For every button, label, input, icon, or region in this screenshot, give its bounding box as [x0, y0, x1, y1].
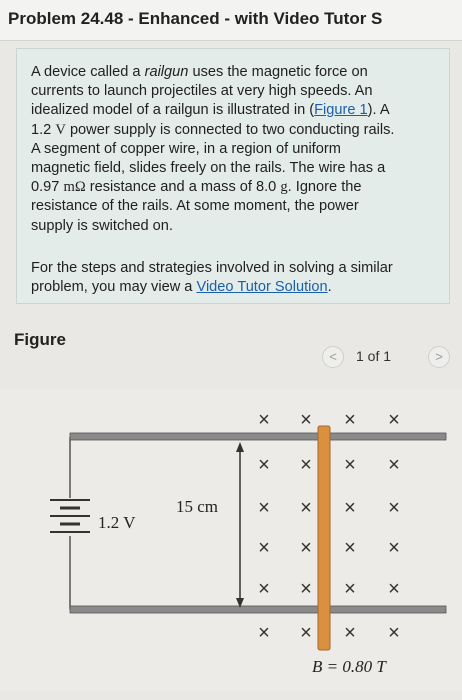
- text-segment: uses the magnetic force on: [188, 64, 368, 80]
- text-line: [31, 259, 431, 278]
- field-mark-icon: ×: [258, 622, 270, 644]
- unit-symbol: mΩ: [63, 179, 86, 196]
- field-mark-icon: ×: [258, 409, 270, 431]
- text-segment: 0.97: [31, 179, 64, 196]
- video-tutor-text: [31, 259, 431, 297]
- text-line: [31, 197, 431, 216]
- field-mark-icon: ×: [344, 454, 356, 476]
- field-mark-icon: ×: [344, 578, 356, 600]
- railgun-figure: [0, 390, 462, 690]
- unit-symbol: V: [55, 121, 66, 138]
- video-tutor-link[interactable]: Video Tutor Solution: [196, 279, 328, 296]
- field-mark-icon: ×: [388, 578, 400, 600]
- field-label: B = 0.80 T: [312, 657, 386, 676]
- text-segment: currents to launch projectiles at very high speeds. An: [31, 83, 373, 100]
- field-mark-icon: ×: [258, 578, 270, 600]
- text-line: [31, 101, 431, 120]
- field-mark-icon: ×: [388, 537, 400, 559]
- text-segment: A segment of copper wire, in a region of uniform: [31, 140, 341, 157]
- copper-wire: [318, 426, 330, 650]
- field-mark-icon: ×: [388, 622, 400, 644]
- text-line: [31, 278, 431, 297]
- prev-figure-button[interactable]: <: [322, 346, 344, 368]
- emphasis-text: railgun: [144, 64, 189, 80]
- text-segment: supply is switched on.: [31, 217, 173, 234]
- field-mark-icon: ×: [258, 497, 270, 519]
- field-mark-icon: ×: [300, 497, 312, 519]
- text-segment: . Ignore the: [287, 179, 362, 196]
- figure-label: Figure: [14, 330, 66, 349]
- field-mark-icon: ×: [300, 578, 312, 600]
- field-mark-icon: ×: [300, 622, 312, 644]
- field-mark-icon: ×: [300, 454, 312, 476]
- text-segment: A device called a: [31, 64, 145, 80]
- bottom-rail: [70, 606, 446, 613]
- unit-symbol: g: [280, 179, 288, 196]
- problem-statement-box: [16, 48, 450, 304]
- page-title: Problem 24.48 - Enhanced - with Video Tutor S: [8, 9, 383, 28]
- field-mark-icon: ×: [388, 409, 400, 431]
- text-segment: magnetic field, slides freely on the rails. The wire has a: [31, 160, 386, 177]
- field-mark-icon: ×: [344, 537, 356, 559]
- field-mark-icon: ×: [258, 454, 270, 476]
- text-segment: problem, you may view a: [31, 279, 197, 296]
- field-mark-icon: ×: [344, 409, 356, 431]
- text-line: [31, 121, 431, 140]
- text-segment: ). A: [367, 102, 390, 119]
- figure-pager: [318, 346, 454, 368]
- field-mark-icon: ×: [344, 497, 356, 519]
- text-line: [31, 217, 431, 236]
- text-segment: .: [327, 279, 332, 296]
- text-line: [31, 159, 431, 178]
- top-rail: [70, 433, 446, 440]
- text-segment: resistance of the rails. At some moment, the power: [31, 198, 359, 215]
- text-segment: idealized model of a railgun is illustrated in (: [31, 102, 315, 119]
- dimension-label: 15 cm: [176, 497, 219, 516]
- text-line: [31, 178, 431, 197]
- text-line: [31, 140, 431, 159]
- title-bar: [0, 0, 462, 41]
- text-segment: For the steps and strategies involved in solving a similar: [31, 260, 393, 276]
- field-mark-icon: ×: [300, 537, 312, 559]
- text-segment: resistance and a mass of 8.0: [85, 179, 281, 196]
- text-line: [31, 82, 431, 101]
- field-mark-icon: ×: [388, 454, 400, 476]
- figure-link[interactable]: Figure 1: [314, 102, 368, 119]
- next-figure-button[interactable]: >: [428, 346, 450, 368]
- field-mark-icon: ×: [388, 497, 400, 519]
- field-mark-icon: ×: [300, 409, 312, 431]
- field-mark-icon: ×: [258, 537, 270, 559]
- text-segment: 1.2: [31, 121, 56, 138]
- problem-text: [31, 63, 431, 236]
- text-line: [31, 63, 431, 82]
- text-segment: power supply is connected to two conducting rails.: [65, 121, 395, 138]
- page-indicator: 1 of 1: [356, 348, 392, 364]
- field-mark-icon: ×: [344, 622, 356, 644]
- battery-label: 1.2 V: [98, 513, 136, 532]
